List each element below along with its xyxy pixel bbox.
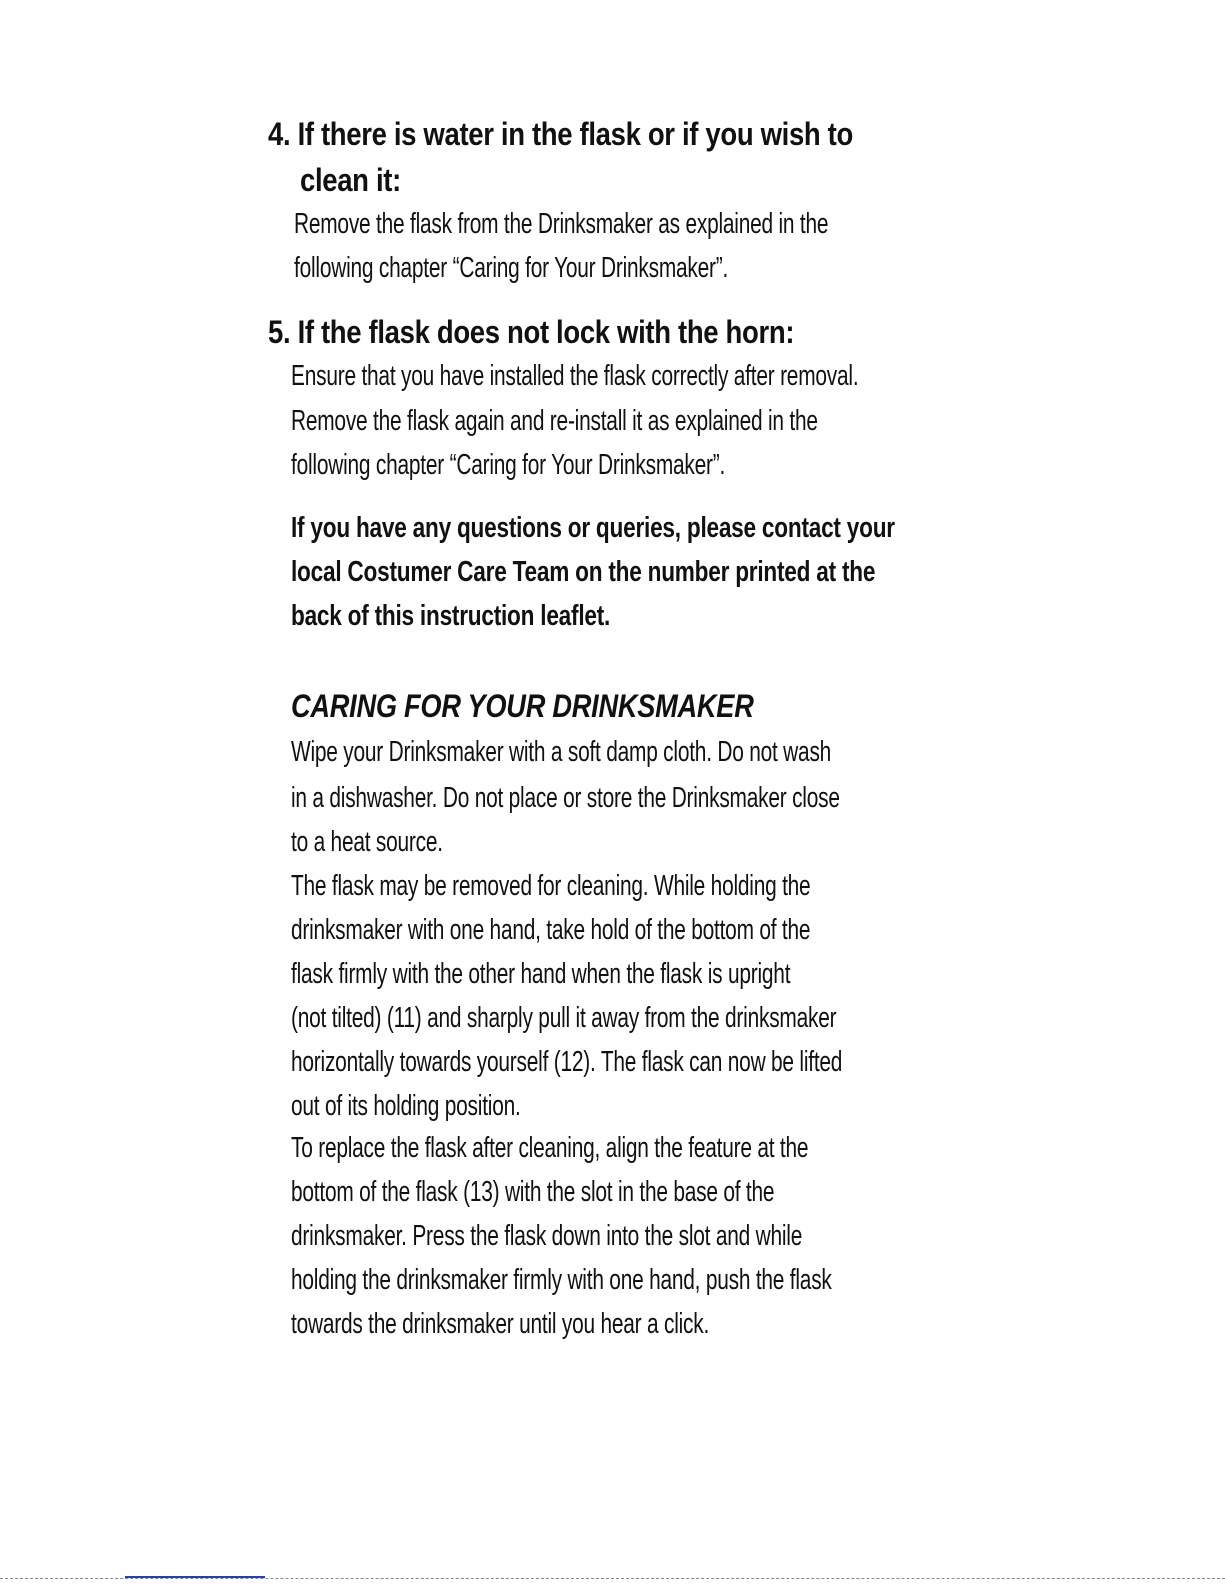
caring-body-line: Wipe your Drinksmaker with a soft damp cloth. Do not wash — [291, 736, 832, 768]
caring-body-line: horizontally towards yourself (12). The flask can now be lifted — [291, 1046, 843, 1078]
caring-body-line: drinksmaker. Press the flask down into the slot and while — [291, 1220, 803, 1252]
contact-note-line: If you have any questions or queries, please contact your — [291, 512, 895, 544]
caring-body-line: to a heat source. — [291, 826, 443, 858]
item4-heading-line1: 4. If there is water in the flask or if you wish to — [268, 116, 853, 152]
item4-body-line: following chapter “Caring for Your Drinksmaker”. — [294, 252, 729, 284]
caring-body-line: in a dishwasher. Do not place or store the Drinksmaker close — [291, 782, 840, 814]
caring-section-title: CARING FOR YOUR DRINKSMAKER — [291, 688, 754, 724]
item5-body-line: following chapter “Caring for Your Drinksmaker”. — [291, 449, 726, 481]
caring-body-line: (not tilted) (11) and sharply pull it away from the drinksmaker — [291, 1002, 837, 1034]
caring-body-line: flask firmly with the other hand when the flask is upright — [291, 958, 791, 990]
item5-body-line: Ensure that you have installed the flask correctly after removal. — [291, 360, 859, 392]
caring-body-line: drinksmaker with one hand, take hold of the bottom of the — [291, 914, 811, 946]
caring-body-line: out of its holding position. — [291, 1090, 521, 1122]
item4-body-line: Remove the flask from the Drinksmaker as explained in the — [294, 208, 829, 240]
caring-body-line: bottom of the flask (13) with the slot in the base of the — [291, 1176, 775, 1208]
contact-note-line: back of this instruction leaflet. — [291, 600, 611, 632]
item5-heading: 5. If the flask does not lock with the horn: — [268, 314, 795, 350]
caring-body-line: The flask may be removed for cleaning. While holding the — [291, 870, 811, 902]
item4-heading-line2: clean it: — [300, 162, 401, 198]
page-bottom-accent — [125, 1576, 265, 1578]
caring-body-line: holding the drinksmaker firmly with one hand, push the flask — [291, 1264, 832, 1296]
item5-body-line: Remove the flask again and re-install it as explained in the — [291, 405, 818, 437]
caring-body-line: To replace the flask after cleaning, align the feature at the — [291, 1132, 809, 1164]
page-bottom-divider — [0, 1578, 1225, 1579]
caring-body-line: towards the drinksmaker until you hear a click. — [291, 1308, 710, 1340]
contact-note-line: local Costumer Care Team on the number printed at the — [291, 556, 876, 588]
